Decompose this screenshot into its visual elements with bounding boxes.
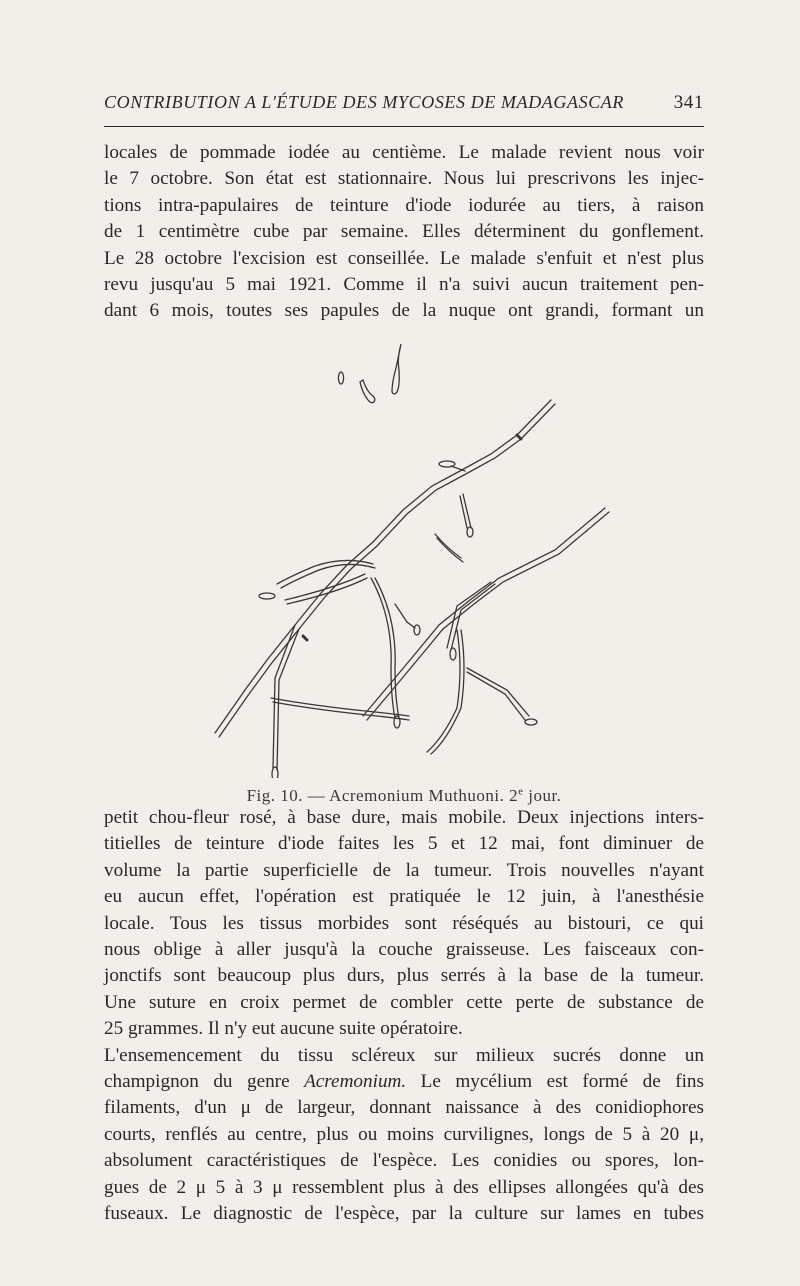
text-fragment: Le mycélium est formé de fins: [406, 1071, 704, 1093]
text-line: fuseaux. Le diagnostic de l'espèce, par la culture sur lames en tubes: [104, 1203, 704, 1225]
text-line: filaments, d'un μ de largeur, donnant naissance à des conidiophores: [104, 1097, 704, 1119]
text-line: 25 grammes. Il n'y eut aucune suite opératoire.: [104, 1018, 463, 1040]
text-line: de 1 centimètre cube par semaine. Elles déterminent du gonflement.: [104, 221, 704, 243]
header-rule: [104, 126, 704, 127]
text-line: courts, renflés au centre, plus ou moins curvilignes, longs de 5 à 20 μ,: [104, 1123, 704, 1145]
text-line: petit chou-fleur rosé, à base dure, mais mobile. Deux injections inters-: [104, 807, 704, 828]
text-line: absolument caractéristiques de l'espèce. Les conidies ou spores, lon-: [104, 1150, 704, 1172]
hyphae-illustration: [195, 338, 615, 778]
text-line: gues de 2 μ 5 à 3 μ ressemblent plus à des ellipses allongées qu'à des: [104, 1176, 704, 1198]
text-line: volume la partie superficielle de la tumeur. Trois nouvelles n'ayant: [104, 859, 704, 881]
text-fragment: champignon du genre: [104, 1071, 305, 1093]
running-title: CONTRIBUTION A L'ÉTUDE DES MYCOSES DE MADAGASCAR: [104, 92, 624, 112]
figure-caption: [214, 786, 594, 806]
page-number: 341: [673, 92, 704, 113]
running-header: [104, 92, 704, 114]
paragraph-bottom: [104, 805, 704, 1228]
caption-text: Fig. 10. — Acremonium Muthuoni. 2: [246, 786, 519, 805]
paragraph-top: [104, 140, 704, 325]
text-line: locale. Tous les tissus morbides sont réséqués au bistouri, ce qui: [104, 912, 704, 934]
figure-acremonium-drawing: [195, 338, 615, 778]
genus-name: Acremonium.: [304, 1071, 407, 1093]
caption-superscript: e: [518, 785, 524, 798]
text-line: Une suture en croix permet de combler cette perte de substance de: [104, 991, 704, 1013]
text-line: tions intra-papulaires de teinture d'iode iodurée au tiers, à raison: [104, 194, 704, 216]
text-line: L'ensemencement du tissu scléreux sur milieux sucrés donne un: [104, 1044, 704, 1066]
text-line: dant 6 mois, toutes ses papules de la nuque ont grandi, formant un: [104, 300, 704, 322]
text-line: eu aucun effet, l'opération est pratiquée le 12 juin, à l'anesthésie: [104, 886, 704, 908]
text-line: jonctifs sont beaucoup plus durs, plus serrés à la base de la tumeur.: [104, 965, 704, 987]
text-line: Le 28 octobre l'excision est conseillée. Le malade s'enfuit et n'est plus: [104, 247, 704, 269]
text-line: titielles de teinture d'iode faites les 5 et 12 mai, font diminuer de: [104, 833, 704, 855]
text-line: locales de pommade iodée au centième. Le malade revient nous voir: [104, 142, 704, 163]
text-line: revu jusqu'au 5 mai 1921. Comme il n'a suivi aucun traitement pen-: [104, 274, 704, 296]
text-line: nous oblige à aller jusqu'à la couche graisseuse. Les faisceaux con-: [104, 939, 704, 961]
text-line-genus: [104, 1069, 704, 1095]
text-line: le 7 octobre. Son état est stationnaire. Nous lui prescrivons les injec-: [104, 168, 704, 190]
caption-tail: jour.: [523, 786, 562, 805]
